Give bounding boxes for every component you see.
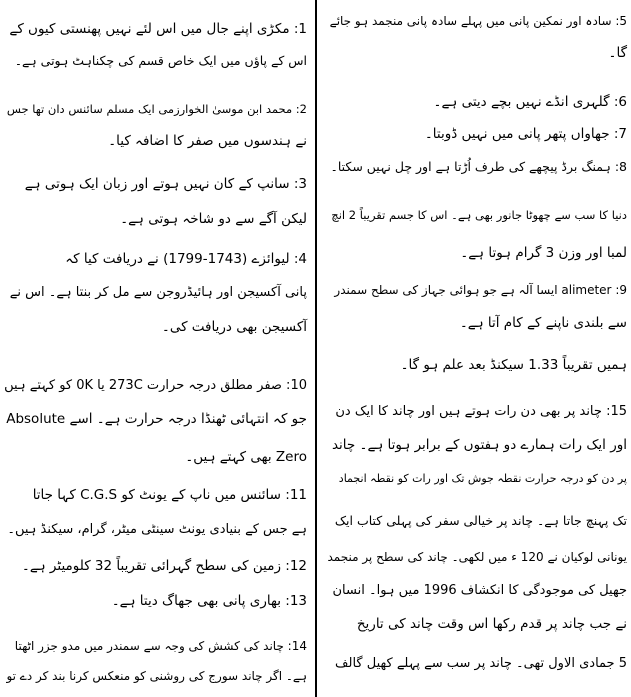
- urdu-text: گا۔: [608, 45, 627, 61]
- fact-9-line-1: [334, 281, 627, 299]
- urdu-text: 10: صفر مطلق درجہ حرارت: [142, 378, 307, 393]
- latin-term: 273C: [108, 378, 143, 393]
- latin-term: Absolute: [6, 411, 66, 427]
- fact-12-line-1: [22, 557, 307, 575]
- urdu-text: کہا جاتا: [32, 487, 81, 503]
- urdu-text: تک پہنچ جاتا ہے۔ چاند پر خیالی سفر کی پہلی کتاب ایک: [334, 513, 627, 528]
- fact-11-line-2: [7, 521, 307, 539]
- urdu-text: جھیل کی موجودگی کا انکشاف 1996 میں ہوا۔ انسان: [332, 583, 627, 598]
- latin-term: 0K: [76, 378, 94, 393]
- urdu-text: بھی کہتے ہیں۔: [185, 449, 276, 465]
- fact-5-line-1: [330, 12, 627, 30]
- urdu-text: اور ایک رات ہمارے دو ہفتوں کے برابر ہوتا ہے۔ چاند: [331, 437, 627, 453]
- urdu-text: 1: مکڑی اپنے جال میں اس لئے نہیں پھنستی کیوں کے: [9, 21, 307, 37]
- fact-2-line-1: [7, 100, 307, 118]
- fact-14-line-1: [15, 637, 307, 655]
- fact-7-line-1: [425, 125, 627, 143]
- urdu-text: 14: چاند کی کشش کی وجہ سے سمندر میں مدو جزر اٹھتا: [14, 639, 307, 653]
- urdu-text: ایسا آلہ ہے جو ہوائی جہاز کی سطح سمندر: [334, 283, 562, 297]
- urdu-text: ہے۔ اگر چاند سورج کی روشنی کو منعکس کرنا بند کر دے تو: [6, 669, 307, 683]
- fact-3-line-2: [120, 210, 307, 228]
- urdu-text: آکسیجن بھی دریافت کی۔: [161, 319, 307, 335]
- fact-15-line-8: [335, 655, 627, 673]
- latin-term: C.G.S: [80, 487, 118, 503]
- fact-13-line-1: [112, 592, 307, 610]
- fact-15-line-2: [332, 436, 627, 454]
- urdu-text: پر دن کو درجہ حرارت نقطہ جوش تک اور رات کو نقطہ انجماد: [338, 472, 627, 485]
- urdu-text: کو کہتے ہیں: [4, 378, 77, 393]
- urdu-text: لمبا اور وزن 3 گرام ہوتا ہے۔: [460, 245, 627, 261]
- latin-term: alimeter: [561, 283, 612, 297]
- urdu-text: جو کہ انتہائی ٹھنڈا درجہ حرارت ہے۔ اسے: [65, 411, 307, 427]
- fact-15-line-5: [327, 548, 627, 566]
- fact-4-line-2: [10, 284, 307, 302]
- urdu-text: ہمیں تقریباً 1.33 سیکنڈ بعد علم ہو گا۔: [400, 357, 627, 373]
- fact-6-line-1: [434, 93, 627, 111]
- fact-14-line-2: [6, 667, 307, 685]
- fact-15-line-4: [335, 512, 627, 530]
- urdu-text: پانی آکسیجن اور ہائیڈروجن سے مل کر بنتا ہے۔ اس نے: [9, 285, 307, 300]
- fact-8-line-2: [331, 206, 627, 224]
- urdu-text: 9:: [611, 283, 627, 297]
- urdu-text: یا: [93, 378, 109, 393]
- fact-3-line-1: [25, 175, 307, 193]
- urdu-text: 13: بھاری پانی بھی جھاگ دیتا ہے۔: [111, 593, 307, 609]
- fact-8-line-1: [331, 158, 627, 176]
- urdu-text: نے جب چاند پر قدم رکھا اس وقت چاند کی تاریخ: [356, 616, 627, 632]
- fact-2-line-2: [108, 132, 307, 150]
- urdu-text: 15: چاند پر بھی دن رات ہوتے ہیں اور چاند کا ایک دن: [335, 404, 627, 419]
- urdu-text: لیکن آگے سے دو شاخہ ہوتی ہے۔: [120, 211, 307, 227]
- fact-4-line-3: [162, 318, 307, 336]
- fact-1-line-1: [9, 20, 307, 38]
- urdu-text: 5: سادہ اور نمکین پانی میں پہلے سادہ پانی منجمد ہو جائے: [329, 14, 627, 28]
- urdu-text: اس کے پاؤں میں ایک خاص قسم کی چکناہٹ ہوتی ہے۔: [14, 53, 307, 68]
- urdu-text: 7: جھاواں پتھر پانی میں نہیں ڈوبتا۔: [424, 126, 627, 142]
- latin-term: Zero: [275, 449, 307, 465]
- urdu-text: 12: زمین کی سطح گہرائی تقریباً 32 کلومیٹر ہے۔: [21, 558, 307, 574]
- urdu-text: یونانی لوکیان نے 120 ء میں لکھی۔ چاند کی سطح پر منجمد: [327, 550, 627, 564]
- fact-1-line-2: [15, 52, 307, 70]
- urdu-text: دنیا کا سب سے چھوٹا جانور بھی ہے۔ اس کا جسم تقریباً 2 انچ: [331, 208, 627, 222]
- urdu-text: سے بلندی ناپنے کے کام آتا ہے۔: [459, 315, 627, 331]
- fact-note-line-1: [401, 356, 627, 374]
- fact-10-line-3: [185, 448, 307, 466]
- urdu-text: ہے جس کے بنیادی یونٹ سینٹی میٹر، گرام، سیکنڈ ہیں۔: [7, 522, 307, 537]
- urdu-text: 8: ہمنگ برڈ پیچھے کی طرف اُڑتا ہے اور چل نہیں سکتا۔: [330, 159, 627, 174]
- fact-8-line-3: [460, 244, 627, 262]
- fact-15-line-6: [333, 582, 628, 600]
- fact-15-line-7: [357, 615, 627, 633]
- urdu-text: 5 جمادی الاول تھی۔ چاند پر سب سے پہلے کھیل گالف: [335, 656, 627, 671]
- urdu-text: 11: سائنس میں ناپ کے یونٹ کو: [117, 487, 307, 503]
- fact-5-line-2: [609, 44, 627, 62]
- fact-9-line-2: [460, 314, 627, 332]
- urdu-text: 3: سانپ کے کان نہیں ہوتے اور زبان ایک ہوتی ہے: [24, 176, 307, 192]
- fact-11-line-1: [33, 486, 307, 504]
- fact-10-line-2: [6, 410, 307, 428]
- urdu-text: 2: محمد ابن موسیٰ الخوارزمی ایک مسلم سائنس دان تھا جس: [6, 102, 307, 116]
- urdu-text: 4: لیوائزے (1743-1799) نے دریافت کیا کہ: [65, 251, 307, 267]
- fact-10-line-1: [4, 377, 307, 395]
- fact-15-line-3: [339, 470, 627, 488]
- column-divider: [315, 0, 317, 697]
- urdu-text: نے ہندسوں میں صفر کا اضافہ کیا۔: [108, 133, 307, 149]
- urdu-text: 6: گلہری انڈے نہیں بچے دیتی ہے۔: [433, 94, 627, 110]
- fact-4-line-1: [65, 250, 307, 268]
- fact-15-line-1: [335, 403, 627, 421]
